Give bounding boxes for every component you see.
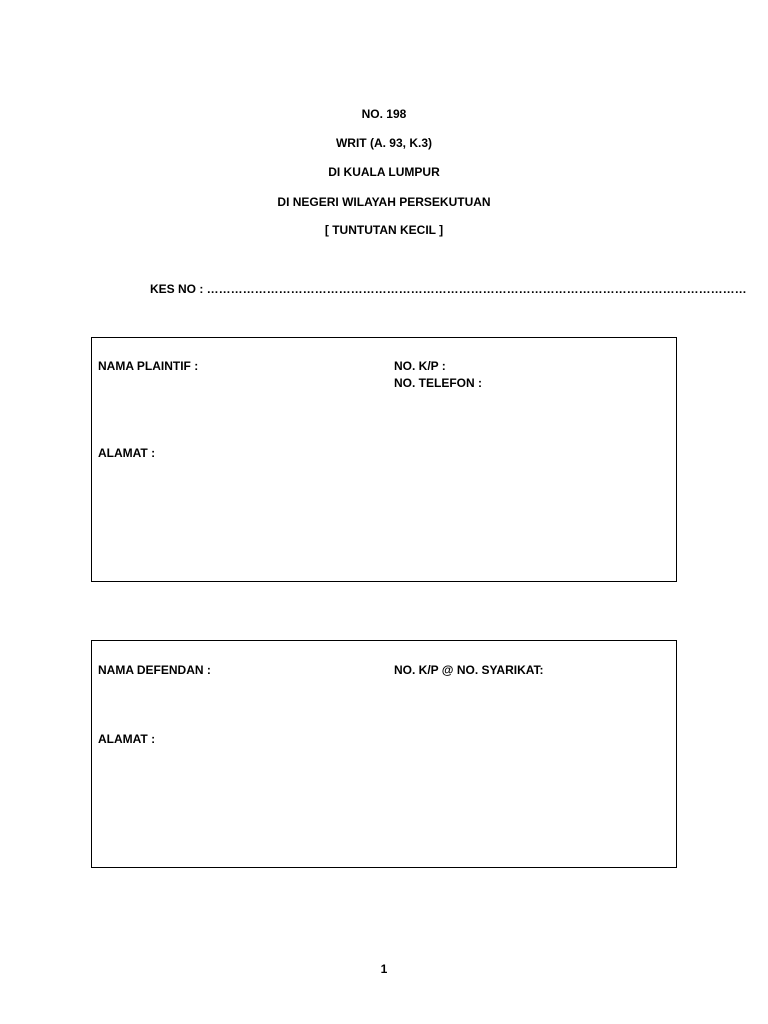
defendant-address-label: ALAMAT : [98,732,156,746]
defendant-ic-label: NO. K/P @ NO. SYARIKAT: [394,663,544,677]
writ-title: WRIT (A. 93, K.3) [335,136,432,150]
plaintiff-address-label: ALAMAT : [98,446,156,460]
plaintiff-name-label: NAMA PLAINTIF : [98,359,199,373]
claim-type: [ TUNTUTAN KECIL ] [324,223,444,237]
case-number-line: KES NO : ……………………………………………………………………………………………………………………… [150,282,747,296]
plaintiff-phone-label: NO. TELEFON : [394,376,482,390]
court-city: DI KUALA LUMPUR [328,165,440,179]
plaintiff-ic-label: NO. K/P : [394,359,446,373]
court-state: DI NEGERI WILAYAH PERSEKUTUAN [277,195,491,209]
plaintiff-box [91,337,677,582]
defendant-box [91,640,677,868]
defendant-name-label: NAMA DEFENDAN : [98,663,211,677]
form-number: NO. 198 [361,107,407,121]
page-number: 1 [380,962,388,976]
